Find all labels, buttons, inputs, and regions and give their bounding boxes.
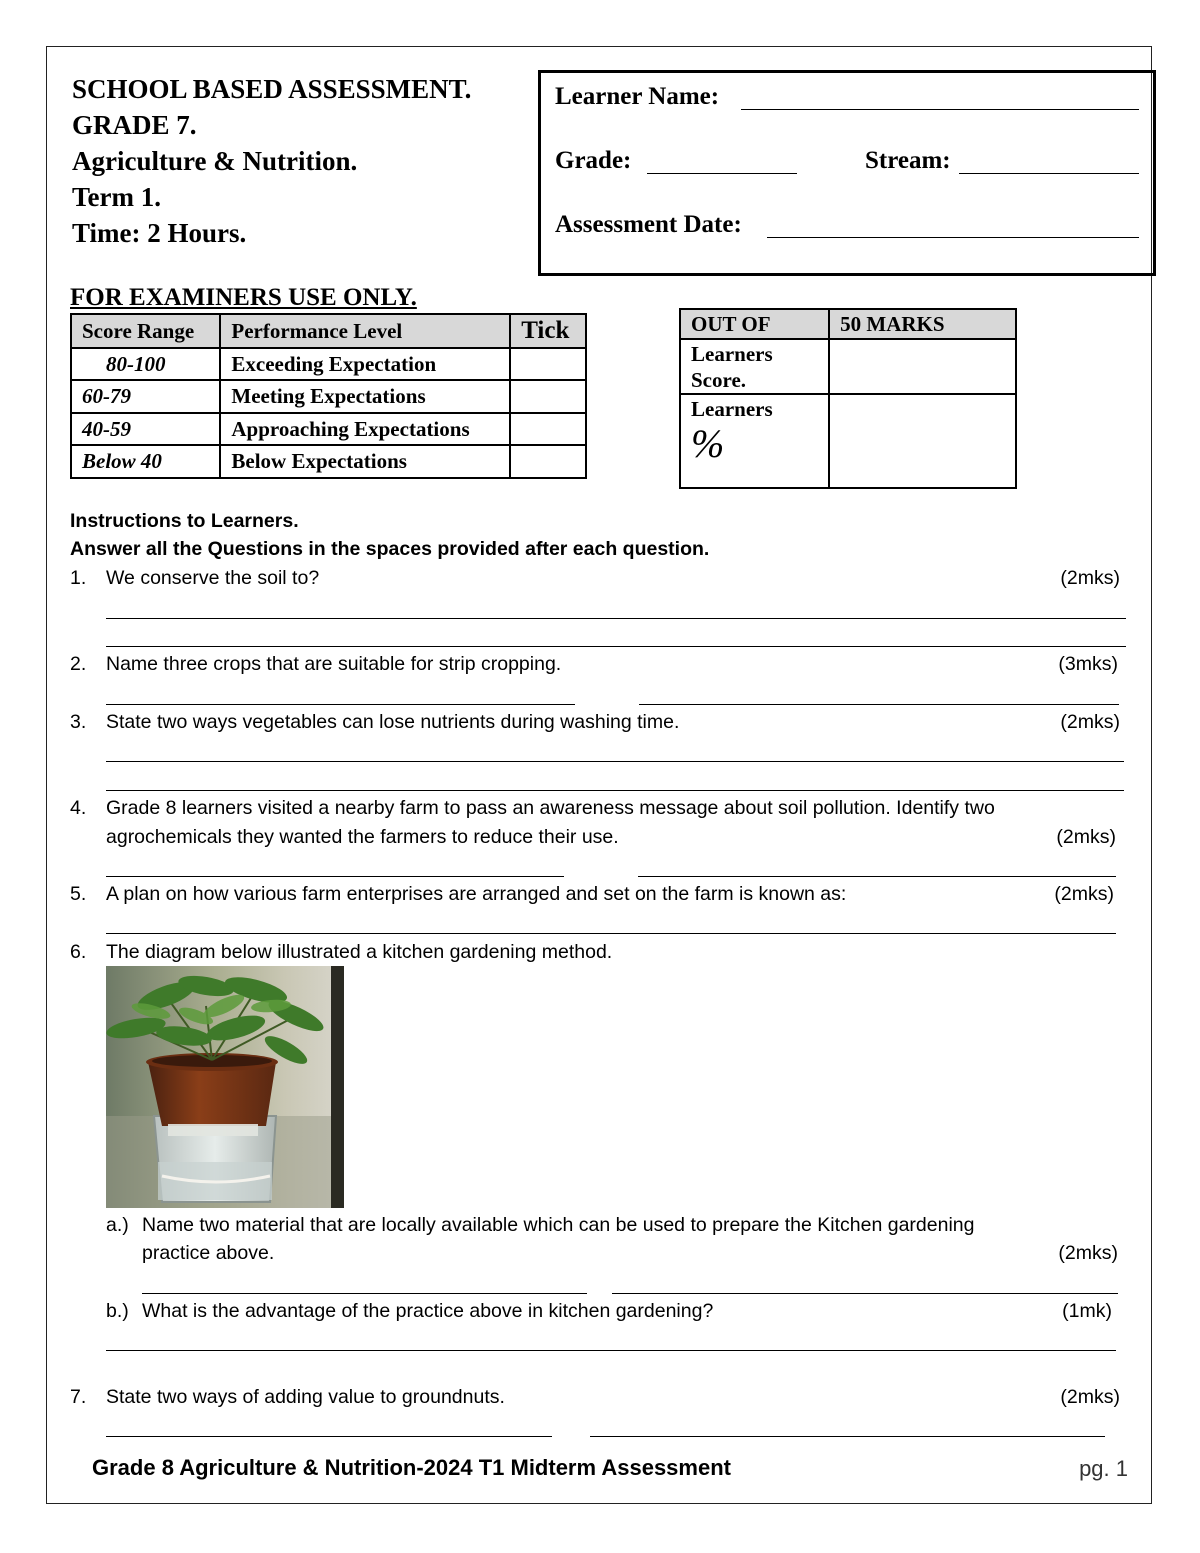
performance-level-cell: Below Expectations: [220, 445, 510, 478]
answer-line[interactable]: [106, 618, 1126, 619]
performance-level-cell: Approaching Expectations: [220, 413, 510, 445]
question-text-continued: agrochemicals they wanted the farmers to reduce their use.: [106, 826, 619, 848]
stream-label: Stream:: [865, 147, 951, 174]
score-range-cell: 80-100: [71, 348, 220, 380]
answer-line[interactable]: [106, 790, 1124, 791]
question-marks: (2mks): [1060, 567, 1120, 589]
question-text: The diagram below illustrated a kitchen gardening method.: [106, 941, 613, 963]
subquestion-label: b.): [106, 1300, 129, 1322]
answer-line[interactable]: [106, 933, 1116, 934]
learner-name-label: Learner Name:: [555, 83, 720, 110]
score-range-cell: 60-79: [71, 380, 220, 413]
answer-line[interactable]: [106, 1350, 1116, 1351]
subquestion-text: Name two material that are locally available which can be used to prepare the Kitchen gardening: [142, 1214, 975, 1236]
performance-row: [71, 380, 586, 413]
instructions-title: Instructions to Learners.: [70, 510, 299, 532]
learner-info-box: [538, 70, 1156, 276]
question-number: 5.: [70, 883, 87, 905]
question-number: 1.: [70, 567, 87, 589]
question-marks: (2mks): [1060, 711, 1120, 733]
tick-cell[interactable]: [510, 348, 586, 380]
subquestion-marks: (1mk): [1062, 1300, 1112, 1322]
question-number: 7.: [70, 1386, 87, 1408]
question-number: 4.: [70, 797, 87, 819]
answer-line[interactable]: [106, 646, 1126, 647]
performance-row: [71, 445, 586, 478]
percent-symbol: %: [691, 421, 725, 466]
self-watering-pot-photo: [106, 966, 344, 1208]
score-range-cell: Below 40: [71, 445, 220, 478]
tick-header: Tick: [510, 314, 586, 348]
tick-cell[interactable]: [510, 380, 586, 413]
examiners-use-title: FOR EXAMINERS USE ONLY.: [70, 284, 417, 311]
score-range-header: Score Range: [71, 314, 220, 348]
question-number: 6.: [70, 941, 87, 963]
answer-line[interactable]: [142, 1293, 587, 1294]
tick-cell[interactable]: [510, 413, 586, 445]
out-of-label: OUT OF: [680, 309, 829, 339]
subject-heading: Agriculture & Nutrition.: [72, 146, 358, 176]
time-heading: Time: 2 Hours.: [72, 218, 247, 248]
instructions-text: Answer all the Questions in the spaces provided after each question.: [70, 538, 710, 560]
performance-table: [70, 313, 587, 479]
answer-line[interactable]: [639, 704, 1119, 705]
performance-level-cell: Meeting Expectations: [220, 380, 510, 413]
question-text: Grade 8 learners visited a nearby farm to pass an awareness message about soil pollution. Identify two: [106, 797, 995, 819]
subquestion-label: a.): [106, 1214, 129, 1236]
learners-score-field[interactable]: [829, 339, 1016, 394]
school-assessment-title: SCHOOL BASED ASSESSMENT.: [72, 74, 472, 104]
question-text: State two ways vegetables can lose nutrients during washing time.: [106, 711, 680, 733]
question-number: 3.: [70, 711, 87, 733]
subquestion-text-continued: practice above.: [142, 1242, 275, 1264]
question-text: A plan on how various farm enterprises are arranged and set on the farm is known as:: [106, 883, 847, 905]
learners-percent-field[interactable]: [829, 394, 1016, 488]
answer-line[interactable]: [590, 1436, 1105, 1437]
subquestion-text: What is the advantage of the practice above in kitchen gardening?: [142, 1300, 714, 1322]
answer-line[interactable]: [612, 1293, 1118, 1294]
question-marks: (2mks): [1060, 1386, 1120, 1408]
learners-percent-label: Learners %: [680, 394, 829, 488]
question-marks: (2mks): [1056, 826, 1116, 848]
answer-line[interactable]: [106, 876, 564, 877]
learner-name-field[interactable]: [741, 109, 1139, 110]
assessment-date-field[interactable]: [767, 237, 1139, 238]
answer-line[interactable]: [638, 876, 1116, 877]
learners-score-label: Learners Score.: [680, 339, 829, 394]
grade-heading: GRADE 7.: [72, 110, 197, 140]
answer-line[interactable]: [106, 761, 1124, 762]
term-heading: Term 1.: [72, 182, 161, 212]
question-marks: (2mks): [1054, 883, 1114, 905]
question-marks: (3mks): [1058, 653, 1118, 675]
question-text: Name three crops that are suitable for strip cropping.: [106, 653, 562, 675]
tick-cell[interactable]: [510, 445, 586, 478]
score-summary-table: [679, 308, 1017, 489]
question-text: We conserve the soil to?: [106, 567, 320, 589]
subquestion-marks: (2mks): [1058, 1242, 1118, 1264]
performance-row: [71, 348, 586, 380]
performance-row: [71, 413, 586, 445]
performance-level-cell: Exceeding Expectation: [220, 348, 510, 380]
question-number: 2.: [70, 653, 87, 675]
answer-line[interactable]: [106, 704, 575, 705]
stream-field[interactable]: [959, 173, 1139, 174]
performance-level-header: Performance Level: [220, 314, 510, 348]
question-text: State two ways of adding value to groundnuts.: [106, 1386, 505, 1408]
total-marks-label: 50 MARKS: [829, 309, 1016, 339]
footer-title: Grade 8 Agriculture & Nutrition-2024 T1 Midterm Assessment: [92, 1455, 731, 1480]
page-number: pg. 1: [1079, 1456, 1128, 1481]
assessment-date-label: Assessment Date:: [555, 211, 742, 238]
score-range-cell: 40-59: [71, 413, 220, 445]
grade-field[interactable]: [647, 173, 797, 174]
answer-line[interactable]: [106, 1436, 552, 1437]
grade-label: Grade:: [555, 147, 632, 174]
